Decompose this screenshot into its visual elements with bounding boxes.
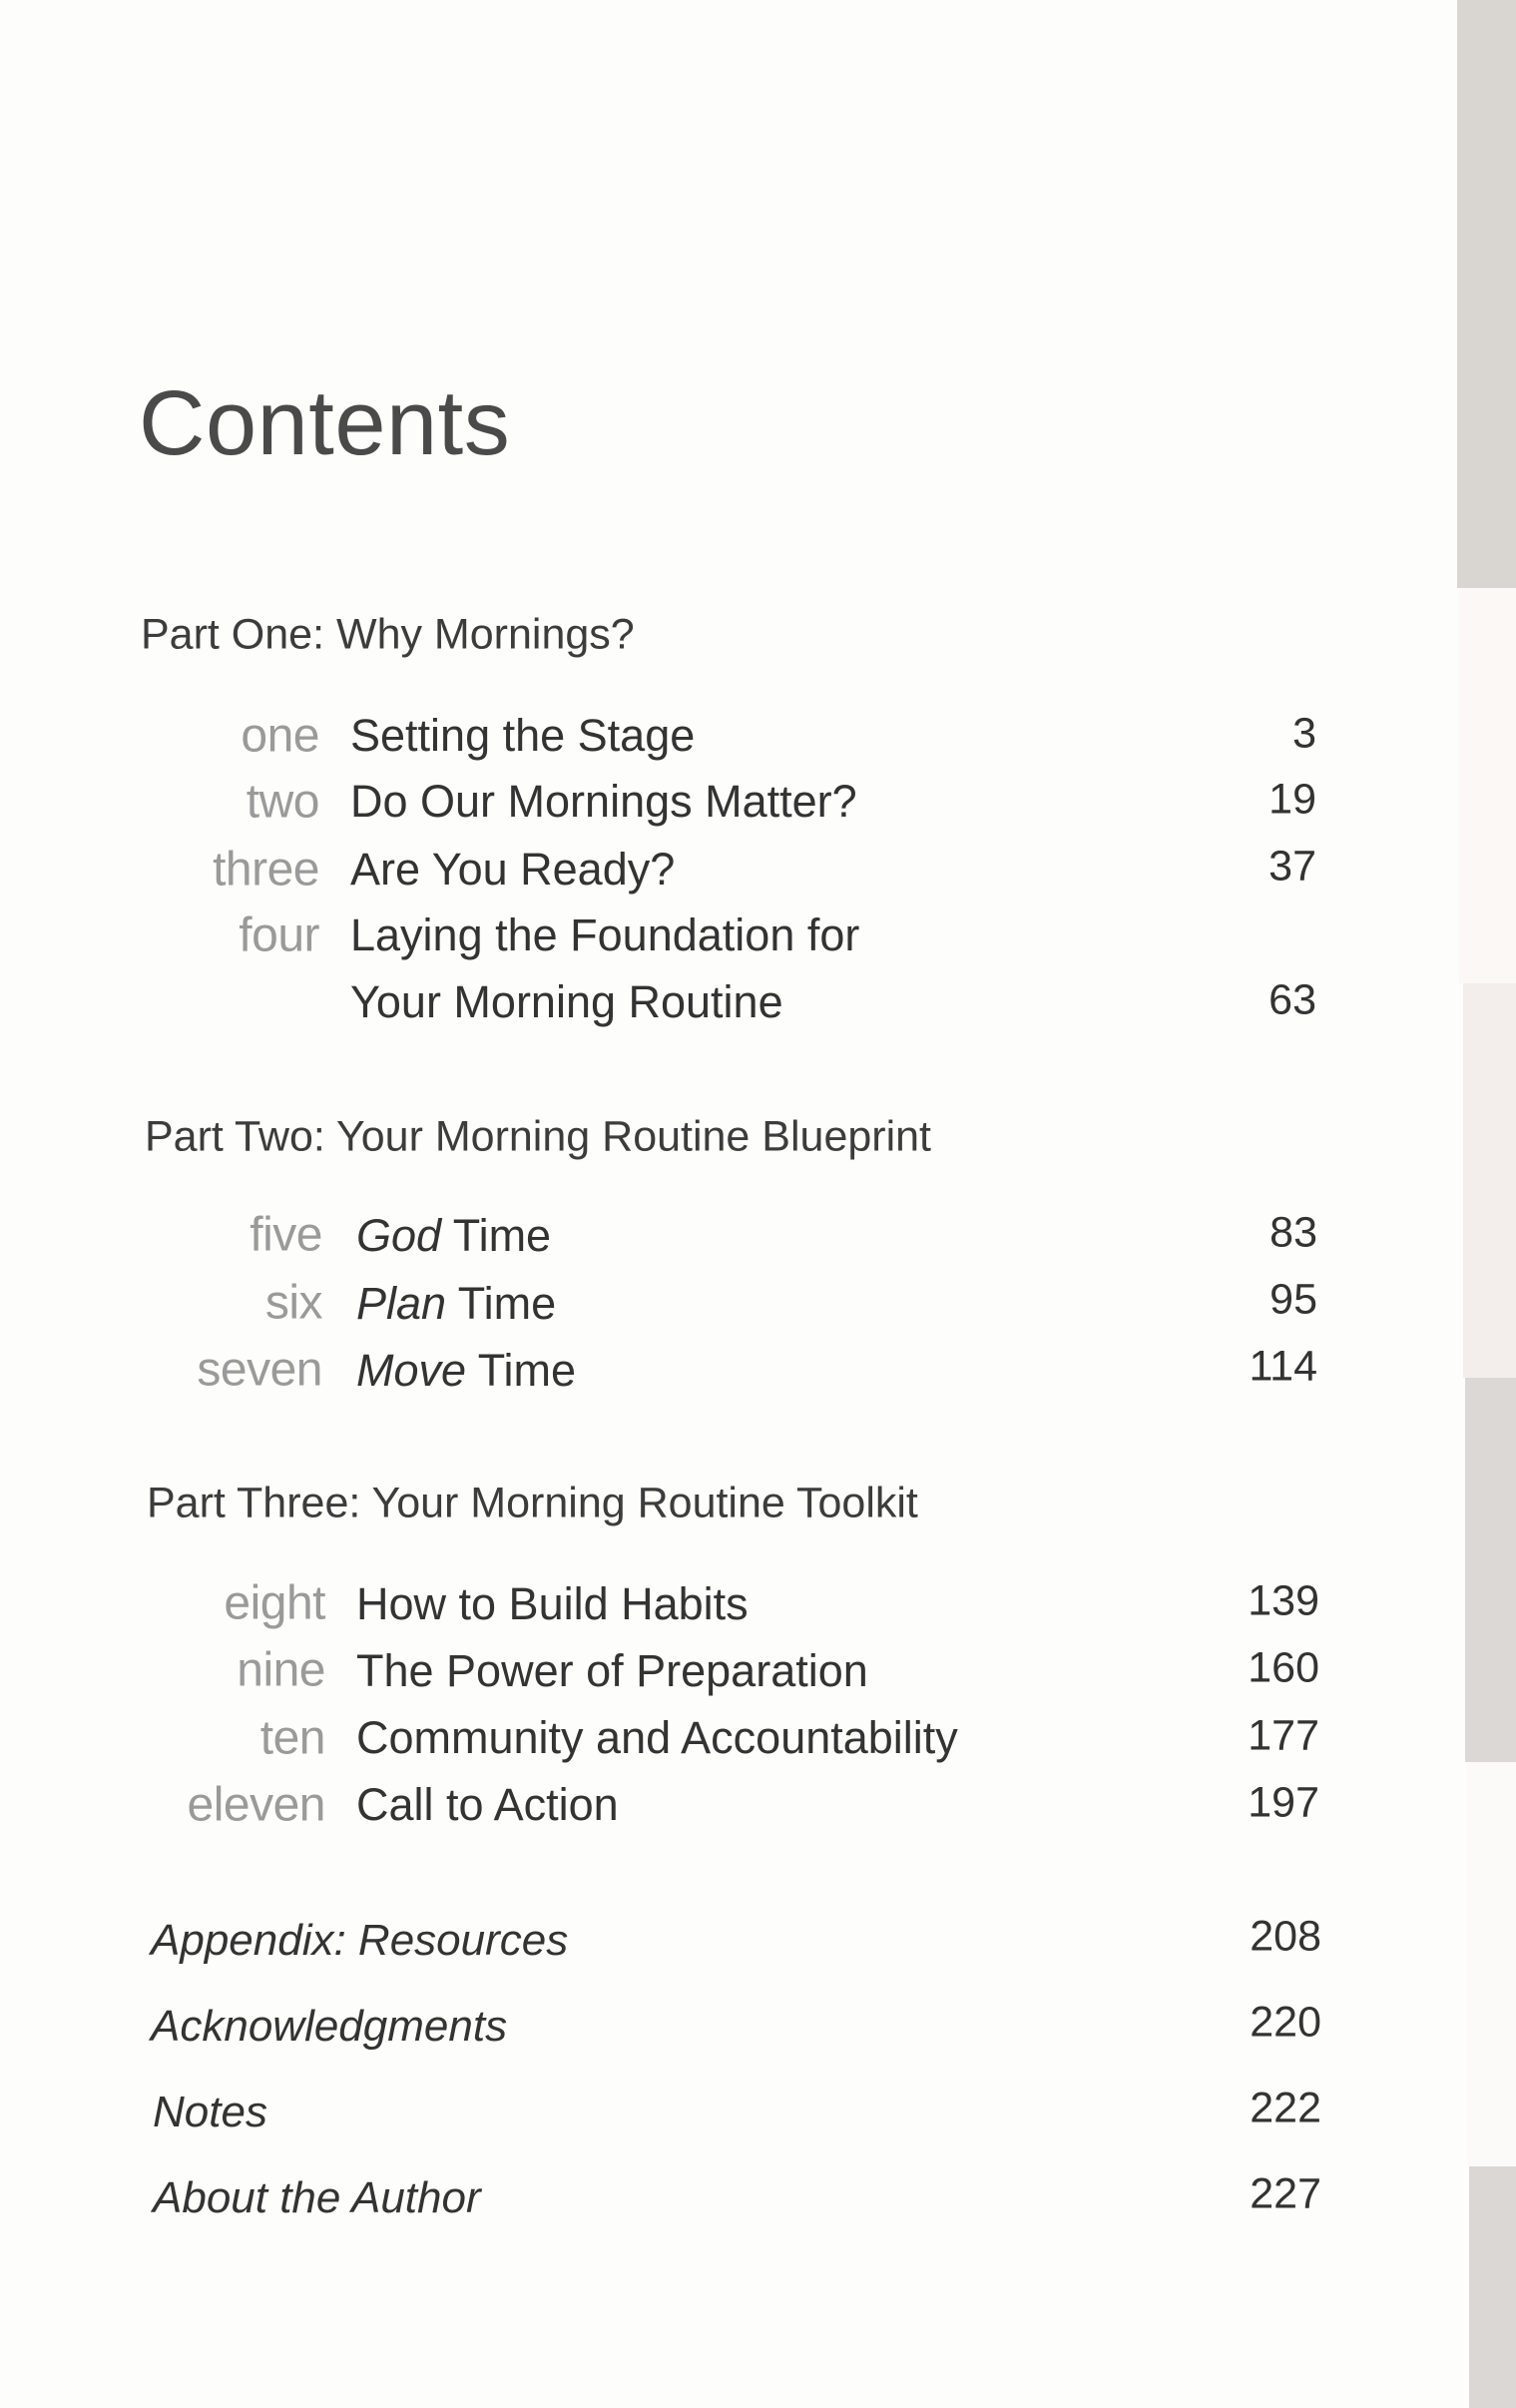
page-title: Contents <box>139 372 511 474</box>
edge-band <box>1457 0 1516 588</box>
chapter-number: four <box>239 908 319 962</box>
page-number: 220 <box>1250 1998 1321 2047</box>
edge-band <box>1467 1762 1516 2166</box>
back-matter-title: Notes <box>153 2088 267 2136</box>
edge-band <box>1469 2166 1516 2408</box>
chapter-number: eleven <box>187 1778 325 1832</box>
chapter-title-continued: Your Morning Routine <box>350 976 783 1027</box>
back-matter-title: Appendix: Resources <box>151 1916 569 1965</box>
chapter-title: How to Build Habits <box>356 1578 749 1629</box>
chapter-title-italic: God <box>356 1210 442 1261</box>
chapter-title-rest: Time <box>446 1278 557 1329</box>
chapter-title: Laying the Foundation for <box>350 909 860 960</box>
page-number: 83 <box>1269 1208 1317 1257</box>
page-number: 19 <box>1268 775 1316 824</box>
chapter-number: six <box>264 1276 322 1330</box>
back-matter-title: Acknowledgments <box>151 2002 508 2051</box>
chapter-number: one <box>241 709 319 763</box>
part-heading: Part One: Why Mornings? <box>141 610 635 659</box>
chapter-title: Do Our Mornings Matter? <box>350 776 857 827</box>
chapter-number: two <box>246 775 319 829</box>
page-number: 114 <box>1249 1342 1317 1391</box>
edge-band <box>1463 983 1516 1378</box>
chapter-title <box>356 1278 556 1330</box>
chapter-title: Are You Ready? <box>350 844 676 895</box>
chapter-title: The Power of Preparation <box>356 1645 868 1696</box>
edge-band <box>1459 588 1516 983</box>
chapter-number: eight <box>224 1576 325 1630</box>
chapter-title-rest: Time <box>466 1345 577 1396</box>
back-matter-title: About the Author <box>153 2173 481 2222</box>
chapter-title-rest: Time <box>441 1210 552 1261</box>
page-number: 95 <box>1269 1275 1317 1324</box>
chapter-number: five <box>250 1208 322 1262</box>
page-number: 3 <box>1292 709 1316 758</box>
part-heading: Part Two: Your Morning Routine Blueprint <box>145 1112 932 1161</box>
chapter-title <box>356 1345 576 1397</box>
chapter-title: Community and Accountability <box>356 1712 958 1763</box>
page-number: 139 <box>1248 1576 1319 1625</box>
chapter-number: nine <box>237 1643 325 1697</box>
chapter-title <box>356 1210 551 1262</box>
chapter-number: three <box>213 843 319 897</box>
page-number: 227 <box>1250 2169 1321 2218</box>
chapter-title-italic: Move <box>356 1345 467 1396</box>
edge-band <box>1465 1378 1516 1762</box>
chapter-number: ten <box>259 1711 325 1765</box>
chapter-title: Setting the Stage <box>350 710 696 761</box>
chapter-number: seven <box>197 1343 322 1397</box>
page-number: 197 <box>1248 1778 1319 1827</box>
part-heading: Part Three: Your Morning Routine Toolkit <box>147 1479 918 1527</box>
page-number: 208 <box>1250 1912 1321 1961</box>
chapter-title-italic: Plan <box>356 1278 447 1329</box>
chapter-title: Call to Action <box>356 1779 619 1830</box>
page-number: 63 <box>1268 975 1316 1024</box>
page-number: 37 <box>1268 842 1316 891</box>
page-number: 160 <box>1248 1643 1319 1692</box>
page-number: 222 <box>1250 2084 1321 2132</box>
page-number: 177 <box>1248 1711 1319 1760</box>
